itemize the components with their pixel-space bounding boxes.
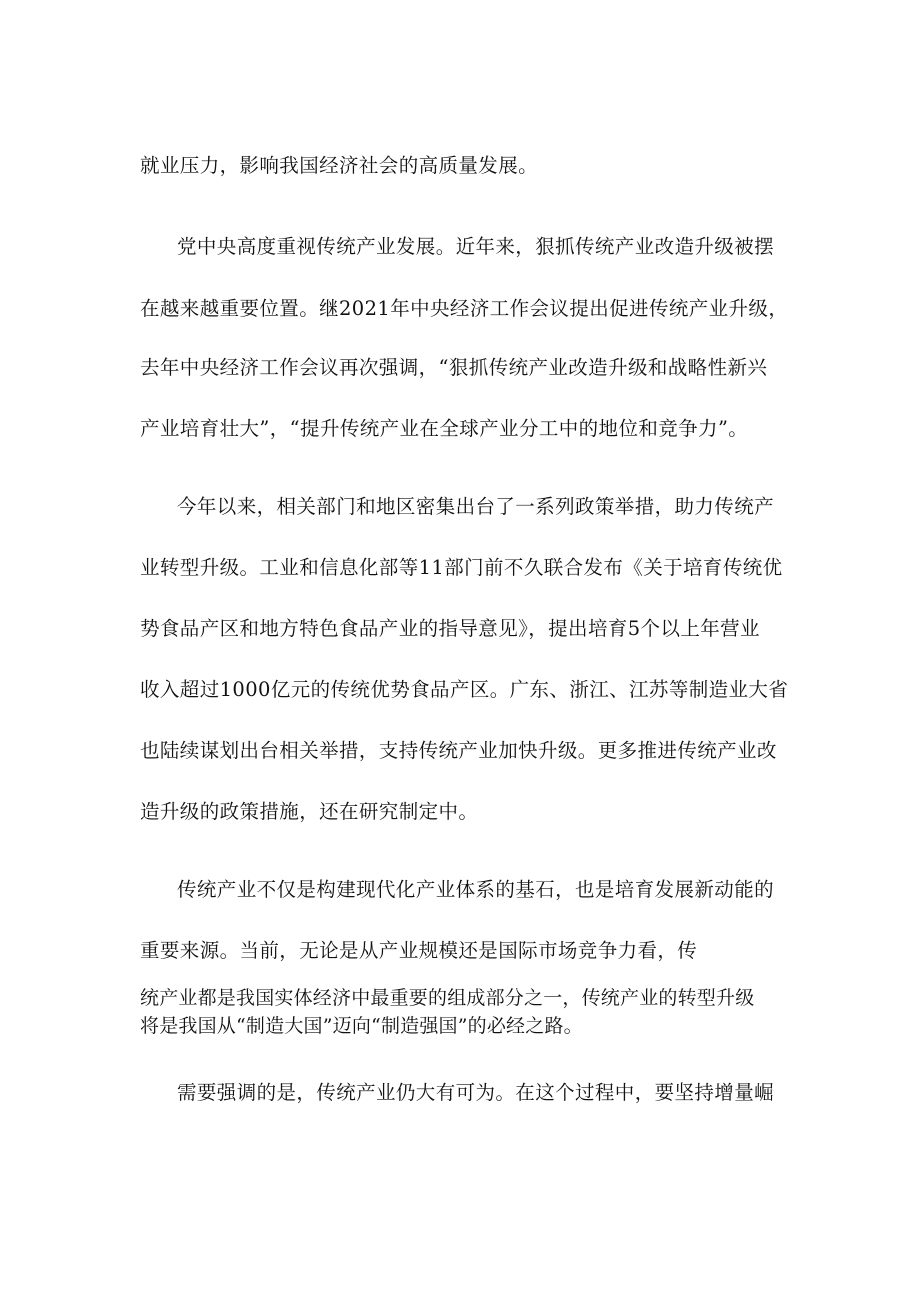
paragraph-line: 就业压力，影响我国经济社会的高质量发展。 <box>140 154 539 177</box>
paragraph-line: 今年以来，相关部门和地区密集出台了一系列政策举措，助力传统产 <box>177 495 775 518</box>
paragraph-line: 重要来源。当前，无论是从产业规模还是国际市场竞争力看，传 <box>140 939 698 962</box>
paragraph-line: 传统产业不仅是构建现代化产业体系的基石，也是培育发展新动能的 <box>177 878 775 901</box>
paragraph-line: 收入超过1000亿元的传统优势食品产区。广东、浙江、江苏等制造业大省 <box>140 678 789 701</box>
paragraph-line: 党中央高度重视传统产业发展。近年来，狠抓传统产业改造升级被摆 <box>177 235 775 258</box>
paragraph-line: 业转型升级。工业和信息化部等11部门前不久联合发布《关于培育传统优 <box>140 556 783 579</box>
paragraph-line: 需要强调的是，传统产业仍大有可为。在这个过程中，要坚持增量崛 <box>177 1081 775 1104</box>
paragraph-line: 也陆续谋划出台相关举措，支持传统产业加快升级。更多推进传统产业改 <box>140 739 777 762</box>
paragraph-line: 去年中央经济工作会议再次强调，“狠抓传统产业改造升级和战略性新兴 <box>140 356 768 379</box>
paragraph-line: 产业培育壮大”，“提升传统产业在全球产业分工中的地位和竞争力”。 <box>140 417 749 440</box>
paragraph-line: 统产业都是我国实体经济中最重要的组成部分之一，传统产业的转型升级 <box>140 987 755 1009</box>
paragraph-line: 将是我国从“制造大国”迈向“制造强国”的必经之路。 <box>140 1015 583 1037</box>
paragraph-line: 在越来越重要位置。继2021年中央经济工作会议提出促进传统产业升级， <box>140 297 789 320</box>
paragraph-line: 造升级的政策措施，还在研究制定中。 <box>140 800 479 823</box>
paragraph-line: 势食品产区和地方特色食品产业的指导意见》，提出培育5个以上年营业 <box>140 617 760 640</box>
